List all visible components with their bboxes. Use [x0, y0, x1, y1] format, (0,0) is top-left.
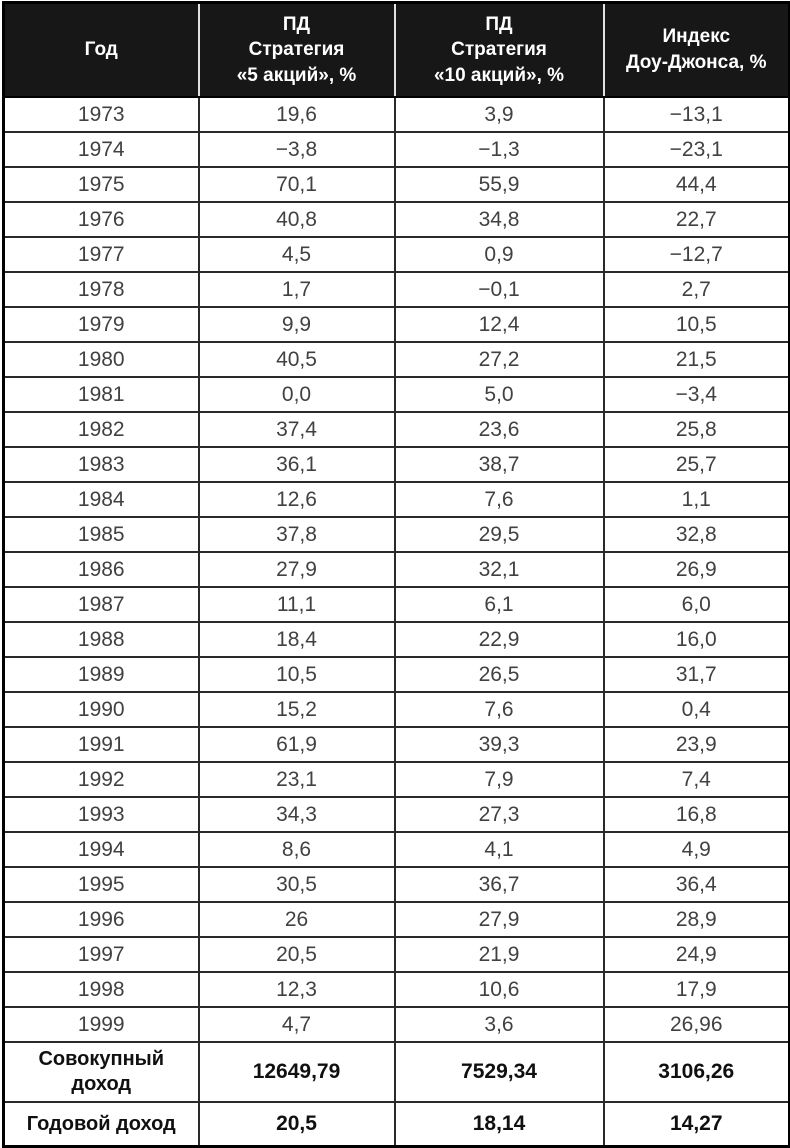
value-cell: 40,5	[199, 342, 395, 377]
value-cell: 10,5	[604, 307, 790, 342]
total-income-row	[4, 1042, 790, 1102]
annual-income-row	[4, 1102, 790, 1147]
year-cell: 1977	[4, 237, 199, 272]
table-row	[4, 797, 790, 832]
table-row	[4, 447, 790, 482]
table-row	[4, 167, 790, 202]
value-cell: 70,1	[199, 167, 395, 202]
value-cell: 61,9	[199, 727, 395, 762]
value-cell: 3,9	[395, 97, 604, 132]
value-cell: 17,9	[604, 972, 790, 1007]
year-cell: 1991	[4, 727, 199, 762]
value-cell: −1,3	[395, 132, 604, 167]
year-cell: 1984	[4, 482, 199, 517]
value-cell: 55,9	[395, 167, 604, 202]
value-cell: 31,7	[604, 657, 790, 692]
value-cell: 18,4	[199, 622, 395, 657]
value-cell: 22,7	[604, 202, 790, 237]
year-cell: 1987	[4, 587, 199, 622]
value-cell: 7,4	[604, 762, 790, 797]
value-cell: 1,7	[199, 272, 395, 307]
year-cell: 1988	[4, 622, 199, 657]
year-cell: 1993	[4, 797, 199, 832]
value-cell: 25,8	[604, 412, 790, 447]
table-row	[4, 412, 790, 447]
value-cell: 7,6	[395, 692, 604, 727]
value-cell: 23,9	[604, 727, 790, 762]
year-cell: 1999	[4, 1007, 199, 1042]
year-cell: 1985	[4, 517, 199, 552]
value-cell: 34,8	[395, 202, 604, 237]
table-row	[4, 342, 790, 377]
table-row	[4, 972, 790, 1007]
value-cell: 4,5	[199, 237, 395, 272]
year-cell: 1986	[4, 552, 199, 587]
year-cell: 1980	[4, 342, 199, 377]
table-row	[4, 552, 790, 587]
table-row	[4, 727, 790, 762]
annual-income-dow-jones: 14,27	[604, 1102, 790, 1147]
year-cell: 1978	[4, 272, 199, 307]
value-cell: 32,8	[604, 517, 790, 552]
value-cell: 20,5	[199, 937, 395, 972]
total-income-strategy-10: 7529,34	[395, 1042, 604, 1102]
value-cell: 36,7	[395, 867, 604, 902]
table-row	[4, 517, 790, 552]
table-header	[4, 3, 790, 98]
value-cell: 30,5	[199, 867, 395, 902]
value-cell: 2,7	[604, 272, 790, 307]
table-footer	[4, 1042, 790, 1147]
year-cell: 1981	[4, 377, 199, 412]
table-row	[4, 692, 790, 727]
value-cell: −0,1	[395, 272, 604, 307]
value-cell: 44,4	[604, 167, 790, 202]
value-cell: 19,6	[199, 97, 395, 132]
value-cell: 0,9	[395, 237, 604, 272]
annual-income-strategy-5: 20,5	[199, 1102, 395, 1147]
value-cell: 28,9	[604, 902, 790, 937]
value-cell: −13,1	[604, 97, 790, 132]
table-row	[4, 902, 790, 937]
table-row	[4, 937, 790, 972]
value-cell: 0,4	[604, 692, 790, 727]
value-cell: 26,9	[604, 552, 790, 587]
value-cell: 10,6	[395, 972, 604, 1007]
value-cell: 4,7	[199, 1007, 395, 1042]
table-row	[4, 237, 790, 272]
table-row	[4, 307, 790, 342]
table-row	[4, 657, 790, 692]
table-row	[4, 132, 790, 167]
value-cell: 32,1	[395, 552, 604, 587]
year-cell: 1992	[4, 762, 199, 797]
value-cell: 26,5	[395, 657, 604, 692]
value-cell: 34,3	[199, 797, 395, 832]
value-cell: −3,8	[199, 132, 395, 167]
value-cell: 5,0	[395, 377, 604, 412]
value-cell: 12,3	[199, 972, 395, 1007]
total-income-dow-jones: 3106,26	[604, 1042, 790, 1102]
value-cell: −12,7	[604, 237, 790, 272]
year-cell: 1995	[4, 867, 199, 902]
table-row	[4, 377, 790, 412]
value-cell: 16,8	[604, 797, 790, 832]
value-cell: 26	[199, 902, 395, 937]
value-cell: 7,6	[395, 482, 604, 517]
table-row	[4, 832, 790, 867]
header-row	[4, 3, 790, 98]
value-cell: 38,7	[395, 447, 604, 482]
value-cell: 25,7	[604, 447, 790, 482]
value-cell: 12,4	[395, 307, 604, 342]
year-cell: 1983	[4, 447, 199, 482]
year-cell: 1996	[4, 902, 199, 937]
value-cell: 1,1	[604, 482, 790, 517]
value-cell: 36,4	[604, 867, 790, 902]
value-cell: −23,1	[604, 132, 790, 167]
value-cell: 9,9	[199, 307, 395, 342]
value-cell: 37,4	[199, 412, 395, 447]
value-cell: 40,8	[199, 202, 395, 237]
value-cell: 27,3	[395, 797, 604, 832]
value-cell: 27,9	[199, 552, 395, 587]
value-cell: 24,9	[604, 937, 790, 972]
value-cell: −3,4	[604, 377, 790, 412]
value-cell: 39,3	[395, 727, 604, 762]
year-cell: 1979	[4, 307, 199, 342]
value-cell: 37,8	[199, 517, 395, 552]
value-cell: 26,96	[604, 1007, 790, 1042]
value-cell: 29,5	[395, 517, 604, 552]
header-strategy-10: ПД Стратегия «10 акций», %	[395, 3, 604, 98]
year-cell: 1989	[4, 657, 199, 692]
table-row	[4, 762, 790, 797]
year-cell: 1982	[4, 412, 199, 447]
value-cell: 15,2	[199, 692, 395, 727]
value-cell: 7,9	[395, 762, 604, 797]
table-row	[4, 202, 790, 237]
total-income-label: Совокупный доход	[4, 1042, 199, 1102]
year-cell: 1976	[4, 202, 199, 237]
year-cell: 1997	[4, 937, 199, 972]
value-cell: 16,0	[604, 622, 790, 657]
value-cell: 0,0	[199, 377, 395, 412]
value-cell: 23,1	[199, 762, 395, 797]
value-cell: 27,2	[395, 342, 604, 377]
value-cell: 3,6	[395, 1007, 604, 1042]
annual-income-label: Годовой доход	[4, 1102, 199, 1147]
value-cell: 4,1	[395, 832, 604, 867]
value-cell: 6,0	[604, 587, 790, 622]
value-cell: 23,6	[395, 412, 604, 447]
year-cell: 1973	[4, 97, 199, 132]
value-cell: 6,1	[395, 587, 604, 622]
annual-income-strategy-10: 18,14	[395, 1102, 604, 1147]
value-cell: 8,6	[199, 832, 395, 867]
header-dow-jones: Индекс Доу-Джонса, %	[604, 3, 790, 98]
table-row	[4, 1007, 790, 1042]
value-cell: 36,1	[199, 447, 395, 482]
table-row	[4, 272, 790, 307]
table-row	[4, 97, 790, 132]
table-row	[4, 867, 790, 902]
value-cell: 21,9	[395, 937, 604, 972]
header-strategy-5: ПД Стратегия «5 акций», %	[199, 3, 395, 98]
value-cell: 4,9	[604, 832, 790, 867]
year-cell: 1998	[4, 972, 199, 1007]
value-cell: 22,9	[395, 622, 604, 657]
total-income-strategy-5: 12649,79	[199, 1042, 395, 1102]
year-cell: 1990	[4, 692, 199, 727]
value-cell: 12,6	[199, 482, 395, 517]
value-cell: 21,5	[604, 342, 790, 377]
table-row	[4, 587, 790, 622]
value-cell: 11,1	[199, 587, 395, 622]
table-body	[4, 97, 790, 1042]
value-cell: 27,9	[395, 902, 604, 937]
table-row	[4, 482, 790, 517]
table-row	[4, 622, 790, 657]
year-cell: 1994	[4, 832, 199, 867]
year-cell: 1974	[4, 132, 199, 167]
value-cell: 10,5	[199, 657, 395, 692]
returns-table	[2, 1, 790, 1148]
year-cell: 1975	[4, 167, 199, 202]
header-year: Год	[4, 3, 199, 98]
